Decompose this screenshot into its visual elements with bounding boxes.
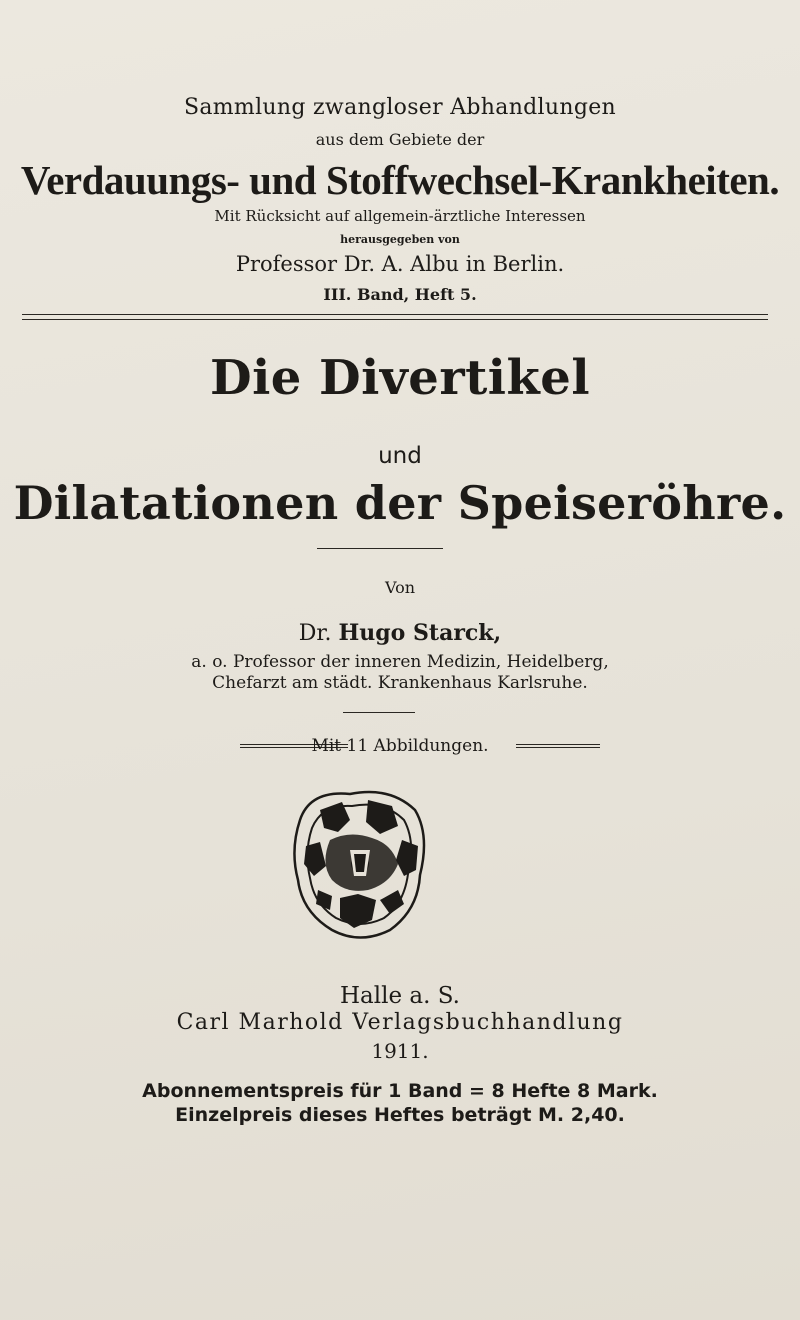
publisher-emblem-icon: [280, 780, 440, 945]
book-title-and: und: [378, 443, 422, 469]
author-affiliation-2: Chefarzt am städt. Krankenhaus Karlsruhe.: [212, 673, 588, 693]
book-title-line1: Die Divertikel: [209, 350, 591, 406]
author-divider: [343, 712, 415, 713]
series-subtitle: aus dem Gebiete der: [315, 130, 485, 149]
author-by: Von: [384, 578, 416, 597]
series-volume: III. Band, Heft 5.: [323, 285, 477, 304]
imprint-year: 1911.: [371, 1039, 429, 1063]
author-affiliation-1: a. o. Professor der inneren Medizin, Heidelberg,: [191, 652, 609, 672]
author-prefix: Dr.: [298, 621, 332, 646]
illustrations-rule-right: [516, 744, 600, 748]
subscription-price: Abonnementspreis für 1 Band = 8 Hefte 8 Mark.: [142, 1080, 658, 1102]
header-divider: [22, 314, 768, 320]
author-name-line: [0, 620, 800, 646]
series-editor-label: herausgegeben von: [340, 233, 460, 246]
author-name: Hugo Starck,: [338, 620, 502, 646]
book-title-line2: Dilatationen der Speiseröhre.: [13, 476, 787, 530]
series-editor: Professor Dr. A. Albu in Berlin.: [235, 252, 565, 276]
imprint-city: Halle a. S.: [340, 983, 460, 1009]
single-price: Einzelpreis dieses Heftes beträgt M. 2,40.: [175, 1104, 625, 1126]
imprint-publisher: Carl Marhold Verlagsbuchhandlung: [176, 1010, 624, 1035]
series-title: Sammlung zwangloser Abhandlungen: [183, 95, 616, 120]
series-interest-line: Mit Rücksicht auf allgemein-ärztliche Interessen: [214, 207, 586, 225]
illustrations-note: Mit 11 Abbildungen.: [311, 736, 489, 756]
title-divider: [317, 548, 443, 549]
series-main-title: Verdauungs- und Stoffwechsel-Krankheiten.: [20, 157, 780, 203]
